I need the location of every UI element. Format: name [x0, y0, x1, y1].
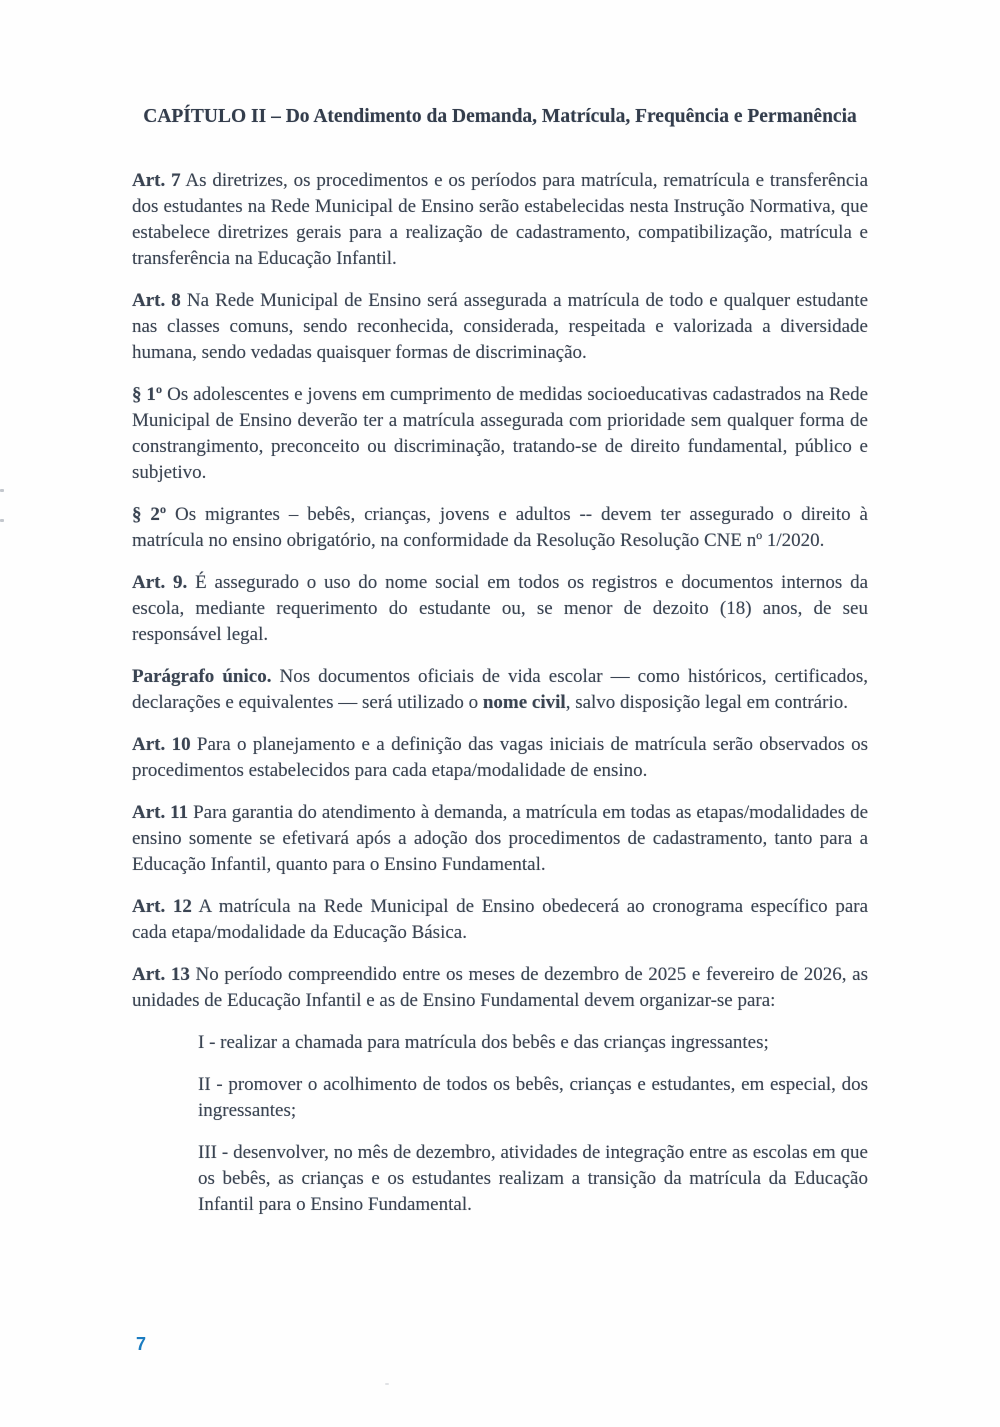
list-item-iii: [198, 1140, 868, 1218]
paragrafo-unico-text-before: Nos documentos oficiais de vida escolar — como históricos, certificados, declarações e equivalentes — será utilizado o: [132, 666, 869, 713]
paragraph-1-label: § 1º: [132, 384, 163, 405]
article-10-text: Para o planejamento e a definição das vagas iniciais de matrícula serão observados os procedimentos estabelecidos para cada etapa/modalidade de ensino.: [132, 734, 869, 781]
article-11-label: Art. 11: [132, 802, 189, 823]
article-7-text: As diretrizes, os procedimentos e os períodos para matrícula, rematrícula e transferência dos estudantes na Rede Municipal de Ensino serão estabelecidas nesta Instrução Normativa, que estabelece diretrizes gerais para a realização de cadastramento, compatibilização, matrícula e transferência na Educação Infantil.: [132, 170, 869, 269]
list-item-ii: [198, 1072, 868, 1124]
paragraph-1-section: [132, 382, 868, 486]
paragrafo-unico-label: Parágrafo único.: [132, 666, 272, 687]
page-number: 7: [136, 1334, 147, 1354]
article-11-text: Para garantia do atendimento à demanda, a matrícula em todas as etapas/modalidades de ensino somente se efetivará após a adoção dos procedimentos de cadastramento, tanto para a Educação Infantil, quanto para o Ensino Fundamental.: [132, 802, 869, 875]
scan-artifact: [0, 489, 4, 492]
chapter-title: CAPÍTULO II – Do Atendimento da Demanda, Matrícula, Frequência e Permanência: [143, 106, 857, 127]
article-11-paragraph: [132, 800, 868, 878]
paragraph-1-text: Os adolescentes e jovens em cumprimento de medidas socioeducativas cadastrados na Rede Municipal de Ensino deverão ter a matrícula assegurada com prioridade sem qualquer forma de constrangimento, preconceito ou discriminação, tratando-se de direito fundamental, público e subjetivo.: [132, 384, 868, 483]
article-12-text: A matrícula na Rede Municipal de Ensino obedecerá ao cronograma específico para cada etapa/modalidade da Educação Básica.: [132, 896, 869, 943]
article-10-paragraph: [132, 732, 868, 784]
article-12-label: Art. 12: [132, 896, 192, 917]
list-item-i-text: I - realizar a chamada para matrícula dos bebês e das crianças ingressantes;: [198, 1032, 769, 1053]
scan-artifact: [0, 519, 4, 522]
article-9-paragraph: [132, 570, 868, 648]
paragraph-2-section: [132, 502, 868, 554]
paragrafo-unico-paragraph: [132, 664, 868, 716]
article-13-text: No período compreendido entre os meses de dezembro de 2025 e fevereiro de 2026, as unidades de Educação Infantil e as de Ensino Fundamental devem organizar-se para:: [132, 964, 868, 1011]
article-13-label: Art. 13: [132, 964, 190, 985]
article-12-paragraph: [132, 894, 868, 946]
article-9-label: Art. 9.: [132, 572, 188, 593]
list-item-ii-text: II - promover o acolhimento de todos os bebês, crianças e estudantes, em especial, dos ingressantes;: [198, 1074, 868, 1121]
article-8-text: Na Rede Municipal de Ensino será assegurada a matrícula de todo e qualquer estudante nas classes comuns, sendo reconhecida, considerada, respeitada e valorizada a diversidade humana, sendo vedadas quaisquer formas de discriminação.: [132, 290, 869, 363]
paragraph-2-text: Os migrantes – bebês, crianças, jovens e adultos -- devem ter assegurado o direito à matrícula no ensino obrigatório, na conformidade da Resolução Resolução CNE nº 1/2020.: [132, 504, 868, 551]
list-item-iii-text: III - desenvolver, no mês de dezembro, atividades de integração entre as escolas em que os bebês, as crianças e os estudantes realizam a transição da matrícula da Educação Infantil para o Ensino Fundamental.: [198, 1142, 868, 1215]
article-13-paragraph: [132, 962, 868, 1014]
paragrafo-unico-text-after: , salvo disposição legal em contrário.: [565, 692, 848, 713]
nome-civil-bold-text: nome civil: [482, 692, 566, 713]
article-9-text: É assegurado o uso do nome social em todos os registros e documentos internos da escola, mediante requerimento do estudante ou, se menor de dezoito (18) anos, de seu responsável legal.: [132, 572, 868, 645]
article-8-label: Art. 8: [132, 290, 181, 311]
article-7-paragraph: [132, 168, 868, 272]
list-item-i: [198, 1030, 868, 1056]
article-7-label: Art. 7: [132, 170, 181, 191]
paragraph-2-label: § 2º: [132, 504, 167, 525]
article-8-paragraph: [132, 288, 868, 366]
article-10-label: Art. 10: [132, 734, 191, 755]
scan-artifact: [385, 1383, 389, 1385]
